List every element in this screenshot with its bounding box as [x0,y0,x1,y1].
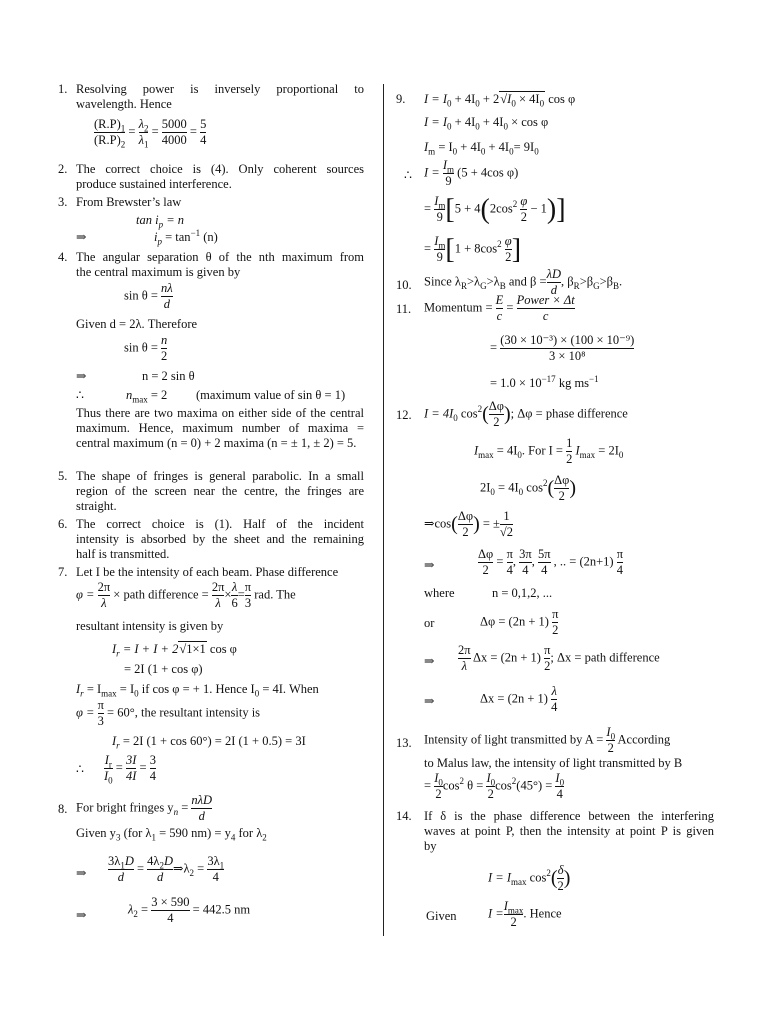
q8-eq1: $\frac{3\lambda_1D}{d}$ = $\frac{4\lambda_2D}{d}$ $\Rightarrow\lambda_2$ = $\frac{3\lambda_1}{4}$ [108,854,225,884]
q4-eq3: n = 2 sin θ [142,369,195,383]
q14-line2: waves at point P, then the intensity at point P is given [424,824,714,838]
q8-eq2: $\lambda_2$ = $\frac{3 \times 590}{4}$ = 442.5 nm [128,895,251,925]
q9-eq2: $I = I_0 + 4I_0 + 4I_0 \times \cos \varphi$ [424,115,549,132]
q14-number: 14. [396,809,412,823]
q5-text-line2: region of the screen near the centre, the fringes are [76,484,364,498]
q4-given: Given d = 2λ. Therefore [76,317,198,331]
q12-eq5: $\frac{\Delta\varphi}{2}$ = $\frac{\pi}{4}$ , $\frac{3\pi}{4}$ , $\frac{5\pi}{4}$ , .. = (2n+1) $\frac{\pi}{4}$ [478,547,624,577]
q8-given: Given $y_3$ (for $\lambda_1 = 590$ $nm) = y_4$ for $\lambda_2$ [76,826,267,843]
q12-eq7: Δx = (2n + 1) $\frac{\lambda}{4}$ [480,684,558,714]
q4-number: 4. [58,250,68,264]
q14-line3: by [424,839,437,853]
q4-text-line2: the central maximum is given by [76,265,241,279]
q2-text-line1: The correct choice is (4). Only coherent sources [76,162,364,176]
q7-eq2: = 2I (1 + cos φ) [124,662,203,676]
q5-number: 5. [58,469,68,483]
q12-or-eq: Δφ = (2n + 1) $\frac{\pi}{2}$ [480,607,559,637]
implies-icon: ⇒ [76,908,87,922]
q13-eq: = $\frac{I_0}{2}$ $\cos^2 \theta$ = $\frac{I_0}{2}$ $\cos^2(45^\circ)$ = $\frac{I_0}{4}$ [424,771,565,801]
q7-eq6: $\frac{I_r}{I_0}$ = $\frac{3I}{4I}$ = $\frac{3}{4}$ [104,753,156,786]
q4-eq4-note: (maximum value of sin θ = 1) [196,388,346,402]
q7-eq3: $I_r = I_{max} = I_0$ if cos φ = + 1. Hence $I_0 = 4I$. When [76,682,319,699]
q11-eq2: = $\frac{\text{(30 × 10⁻³) × (100 × 10⁻⁹)}}{\text{3 × 10⁸}}$ [490,333,635,363]
q9-eq5: = $\frac{I_m}{9}$ [$5 + 4(2\cos^2$ $\frac{\varphi}{2}$ − 1)] [424,194,566,225]
q1-text-line2: wavelength. Hence [76,97,172,111]
q2-number: 2. [58,162,68,176]
q12-eq1: $I = 4I_0$ $\cos^2$( $\frac{\Delta\varphi}{2}$ ); Δφ = phase difference [424,399,628,429]
q1-number: 1. [58,82,68,96]
q11-eq1: Momentum = $\frac{E}{c}$ = Power × Δt c [424,293,575,323]
q4-para-line3: central maximum (n = 0) + 2 maxima (n = ± 1, ± 2) = 5. [76,436,357,450]
q7-eq4: φ = $\frac{\pi}{3}$ = 60°, the resultant intensity is [76,698,261,728]
implies-icon: ⇒ [76,230,87,244]
implies-icon: ⇒ [424,558,435,572]
implies-icon: ⇒ [76,369,87,383]
q6-text-line2: intensity is absorbed by the sheet and the remaining [76,532,364,546]
q4-eq1: sin θ = $\frac{n\lambda}{d}$ [124,281,173,311]
q3-number: 3. [58,195,68,209]
therefore-icon: ∴ [76,762,84,776]
q6-text-line1: The correct choice is (1). Half of the incident [76,517,364,531]
q13-line2: to Malus law, the intensity of light transmitted by B [424,756,683,770]
column-divider [383,84,384,936]
q4-para-line1: Thus there are two maxima on either side of the central [76,406,364,420]
q4-para-line2: maximum. Hence, maximum number of maxima = [76,421,364,435]
q14-eq1: $I = I_{max}$ $\cos^2$( $\frac{\delta}{2}$ ) [488,863,571,893]
q12-eq6: $\frac{2\pi}{\lambda}$ Δx = (2n + 1) $\frac{\pi}{2}$ ; Δx = path difference [458,643,660,673]
q8-eq-bright: For bright fringes $y_n$ = nλD d [76,793,213,823]
therefore-icon: ∴ [404,168,412,182]
q14-eq2: I = $I_{max}$ 2 . Hence [488,899,562,929]
q5-text-line1: The shape of fringes is general parabolic. In a small [76,469,364,483]
q13-number: 13. [396,736,412,750]
q11-result: = $1.0 \times 10^{-17}$ kg $ms^{-1}$ [490,373,599,390]
q7-eq5: $I_r = 2I$ (1 + cos 60°) = 2I (1 + 0.5) = 3I [112,734,306,751]
q6-text-line3: half is transmitted. [76,547,170,561]
q4-eq4: $n_{max} = 2$ [126,388,168,405]
q8-number: 8. [58,802,68,816]
q5-text-line3: straight. [76,499,117,513]
q14-given: Given [426,909,457,923]
q11-number: 11. [396,302,412,316]
therefore-icon: ∴ [76,388,84,402]
q7-number: 7. [58,565,68,579]
q12-eq3: $2I_0 = 4I_0$ $\cos^2$( $\frac{\Delta\varphi}{2}$ ) [480,473,577,503]
q12-eq2: $I_{max} = 4I_0$. For I = $\frac{1}{2}$ $I_{max} = 2I_0$ [474,436,624,466]
q12-number: 12. [396,408,412,422]
q9-eq4: I = $\frac{I_m}{9}$ (5 + 4cos φ) [424,158,519,188]
q12-eq4: ⇒cos( $\frac{\Delta\varphi}{2}$ ) = ± $\frac{1}{√2}$ [424,509,514,539]
q12-where: where [424,586,455,600]
q13-line1: Intensity of light transmitted by A = $\frac{I_0}{2}$ According [424,725,671,755]
implies-icon: ⇒ [76,866,87,880]
q9-eq3: $I_m = I_0 + 4I_0 + 4I_0= 9I_0$ [424,140,539,157]
q1-text-line1: Resolving power is inversely proportional to [76,82,364,96]
q7-text-line3: resultant intensity is given by [76,619,224,633]
q9-eq6: = $\frac{I_m}{9}$ [$1 + 8\cos^2$ $\frac{\varphi}{2}$ ] [424,234,522,265]
q3-text: From Brewster’s law [76,195,182,209]
q3-eq2: $i_p = \tan^{-1} (n)$ [154,227,218,247]
q7-phase-eq: φ = $\frac{2\pi}{\lambda}$ × path difference = $\frac{2\pi}{\lambda}$ × $\frac{\lambda}{6}$ = $\frac{\pi}{3}$ rad. The [76,580,296,610]
q7-text-line1: Let I be the intensity of each beam. Phase difference [76,565,339,579]
q12-where-value: n = 0,1,2, ... [492,586,553,600]
q3-eq1: $\tan i_p = n$ [136,213,185,230]
q2-text-line2: produce sustained interference. [76,177,232,191]
q10-text: Since $\lambda_R>\lambda_G>\lambda_B$ and β = $\frac{\lambda D}{d}$ , $\beta_R>\beta_G>\beta_B$. [424,267,623,297]
q9-number: 9. [396,92,406,106]
q7-eq1: $I_r = I + I + 2√1\times 1$ cos φ [112,642,237,659]
implies-icon: ⇒ [424,654,435,668]
q9-eq1: $I = I_0 + 4I_0 + 2√I_0 \times 4I_0$ cos φ [424,92,576,109]
q1-equation: $\frac{(R.P)_1}{(R.P)_2}$ = $\frac{\lambda_2}{\lambda_1}$ = $\frac{5000}{4000}$ = $\frac{5}{4}$ [94,117,207,150]
q14-line1: If δ is the phase difference between the interfering [424,809,714,823]
q4-eq2: sin θ = $\frac{n}{2}$ [124,333,168,363]
q6-number: 6. [58,517,68,531]
q12-or: or [424,616,435,630]
q10-number: 10. [396,278,412,292]
q4-text-line1: The angular separation θ of the nth maximum from [76,250,364,264]
implies-icon: ⇒ [424,694,435,708]
